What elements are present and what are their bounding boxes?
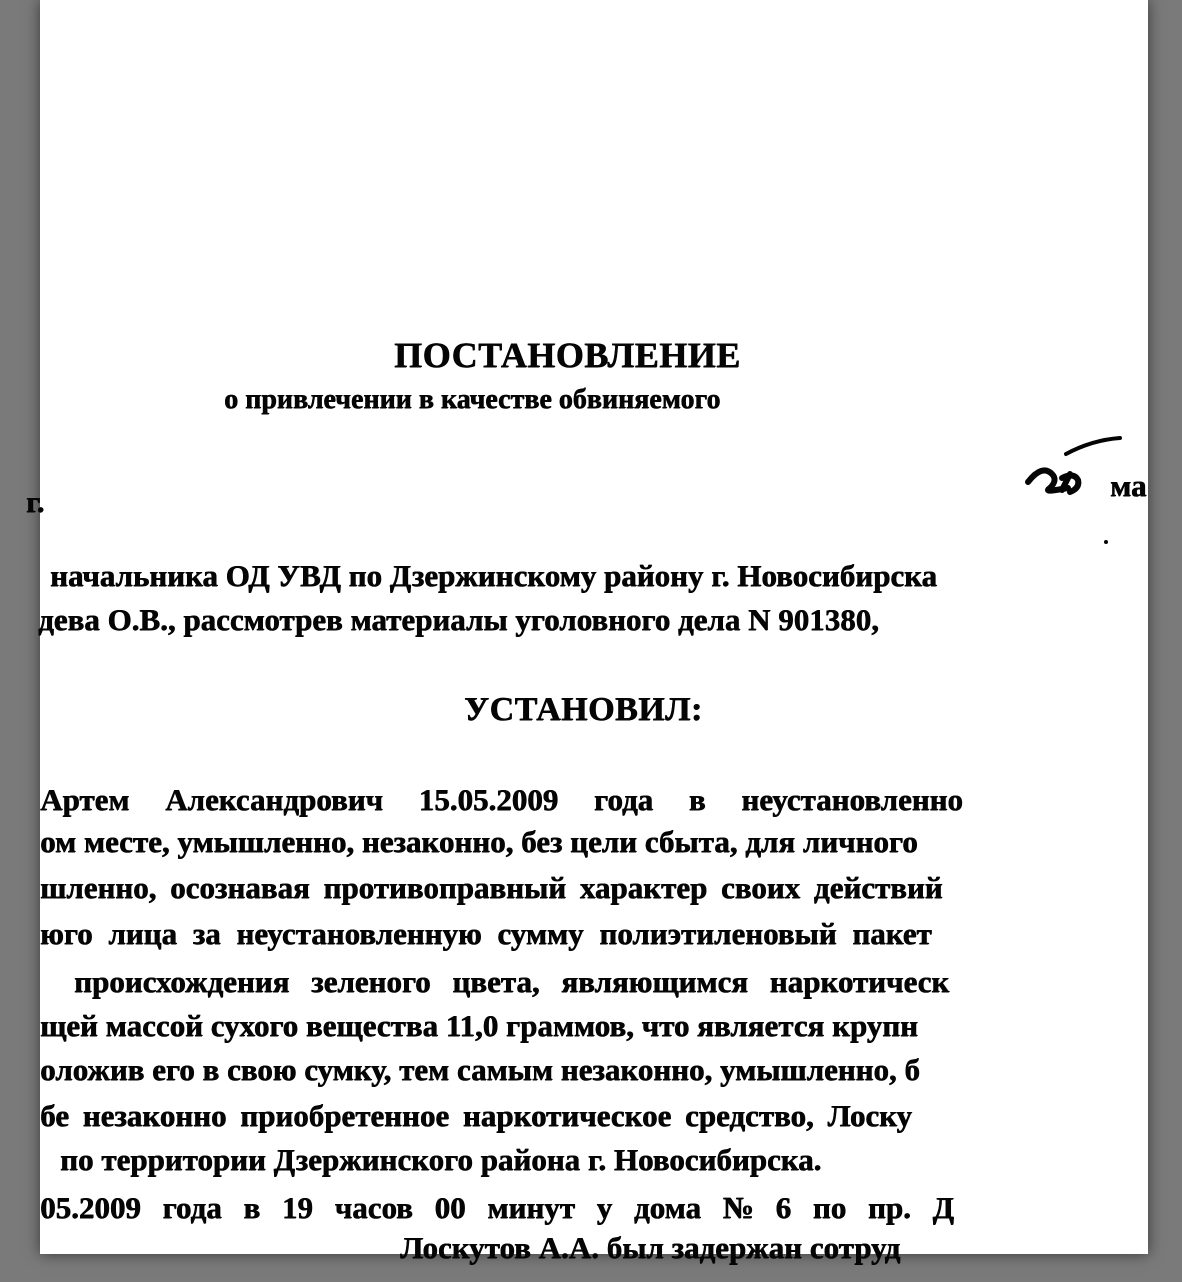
body-line: Артем Александрович 15.05.2009 года в неустановленно bbox=[40, 782, 963, 817]
body-line-cut: Лоскутов А.А. был задержан сотруд bbox=[400, 1230, 901, 1265]
section-heading: УСТАНОВИЛ: bbox=[464, 691, 703, 728]
body-line: ом месте, умышленно, незаконно, без цели сбыта, для личного bbox=[40, 824, 918, 859]
body-line: происхождения зеленого цвета, являющимся наркотическ bbox=[74, 964, 950, 999]
body-line: юго лица за неустановленную сумму полиэтиленовый пакет bbox=[40, 916, 932, 951]
body-line: щей массой сухого вещества 11,0 граммов, что является крупн bbox=[40, 1008, 918, 1043]
intro-line: начальника ОД УВД по Дзержинскому району г. Новосибирска bbox=[50, 558, 937, 593]
body-line: оложив его в свою сумку, тем самым незаконно, умышленно, б bbox=[40, 1052, 920, 1087]
intro-line: дева О.В., рассмотрев материалы уголовного дела N 901380, bbox=[38, 602, 879, 637]
body-line: 05.2009 года в 19 часов 00 минут у дома № 6 по пр. Д bbox=[40, 1190, 954, 1225]
body-line: по территории Дзержинского района г. Новосибирска. bbox=[60, 1142, 822, 1177]
body-line: бе незаконно приобретенное наркотическое средство, Лоску bbox=[40, 1098, 912, 1133]
place-fragment: г. bbox=[26, 484, 45, 519]
document-title: ПОСТАНОВЛЕНИЕ bbox=[394, 335, 741, 375]
date-fragment: ма bbox=[1110, 468, 1147, 503]
date-handwritten-mark bbox=[1022, 434, 1122, 504]
document-page bbox=[26, 0, 1148, 1265]
body-line: шленно, осознавая противоправный характер своих действий bbox=[40, 870, 943, 905]
ink-dot bbox=[1104, 540, 1108, 544]
document-subtitle: о привлечении в качестве обвиняемого bbox=[224, 384, 721, 415]
